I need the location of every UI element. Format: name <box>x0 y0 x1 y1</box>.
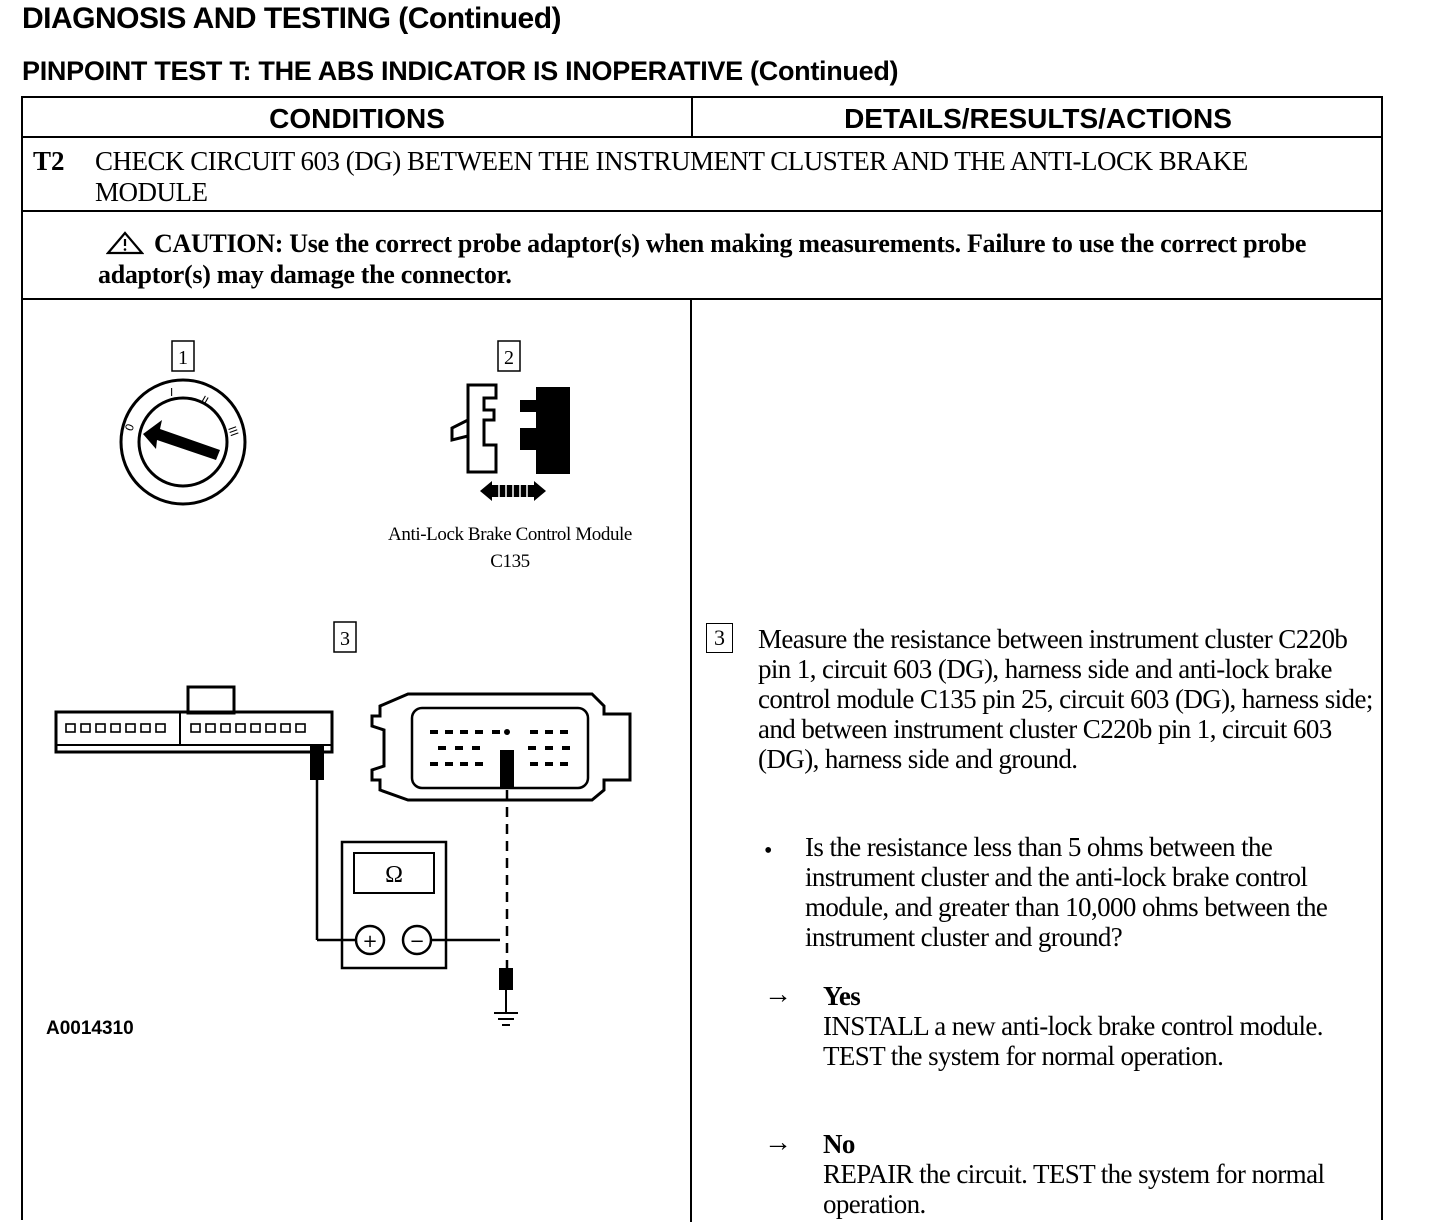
test-diagram <box>0 0 690 1232</box>
step-1-marker <box>172 341 194 371</box>
ignition-mark-3: III <box>225 424 241 439</box>
step-id: T2 <box>33 146 65 176</box>
no-label: No <box>823 1129 855 1159</box>
ohmmeter-icon <box>342 842 500 968</box>
pinpoint-test-title: PINPOINT TEST T: THE ABS INDICATOR IS INOPERATIVE (Continued) <box>22 56 899 86</box>
details-header: DETAILS/RESULTS/ACTIONS <box>693 98 1383 138</box>
section-title: DIAGNOSIS AND TESTING (Continued) <box>22 2 562 35</box>
module-label: Anti-Lock Brake Control Module <box>388 524 632 545</box>
details-step-number: 3 <box>706 623 733 653</box>
ignition-mark-2: II <box>198 393 211 408</box>
step-1-number: 1 <box>178 347 188 369</box>
figure-id: A0014310 <box>46 1018 134 1039</box>
meter-plus: + <box>362 931 378 952</box>
cluster-connector-c220b <box>56 687 356 940</box>
no-action: REPAIR the circuit. TEST the system for normal operation. <box>823 1159 1325 1219</box>
measure-instruction: Measure the resistance between instrument cluster C220b pin 1, circuit 603 (DG), harness side and anti-lock brake control module C135 pin 25, circuit 603 (DG), harness side; and between instrument cluster C220b pin 1, circuit 603 (DG), harness side and ground. <box>758 624 1373 774</box>
connector-disconnect-icon <box>452 385 570 501</box>
ignition-mark-0: 0 <box>122 422 138 434</box>
ignition-mark-1: I <box>170 386 174 399</box>
bullet-icon: • <box>764 838 773 864</box>
column-divider <box>690 298 692 1222</box>
yes-arrow-icon: → <box>764 979 792 1010</box>
ignition-switch-icon <box>121 380 245 504</box>
ohm-symbol: Ω <box>385 862 403 888</box>
step-title: CHECK CIRCUIT 603 (DG) BETWEEN THE INSTRUMENT CLUSTER AND THE ANTI-LOCK BRAKE MODULE <box>95 146 1248 207</box>
conditions-header: CONDITIONS <box>23 98 693 138</box>
step-2-number: 2 <box>504 347 514 369</box>
caution-text: CAUTION: Use the correct probe adaptor(s) when making measurements. Failure to use the correct probe adaptor(s) may damage the connector. <box>98 229 1307 289</box>
no-arrow-icon: → <box>764 1127 792 1158</box>
ground-icon <box>494 1013 518 1025</box>
step-3-marker <box>334 622 356 652</box>
connector-label: C135 <box>490 551 530 572</box>
yes-label: Yes <box>823 981 861 1011</box>
yes-action: INSTALL a new anti-lock brake control module. TEST the system for normal operation. <box>823 1011 1323 1071</box>
step-3-number: 3 <box>340 628 350 650</box>
resistance-question: Is the resistance less than 5 ohms between the instrument cluster and the anti-lock brake control module, and greater than 10,000 ohms between the instrument cluster and ground? <box>805 832 1328 952</box>
step-2-marker <box>498 341 520 371</box>
meter-minus: − <box>409 931 425 952</box>
